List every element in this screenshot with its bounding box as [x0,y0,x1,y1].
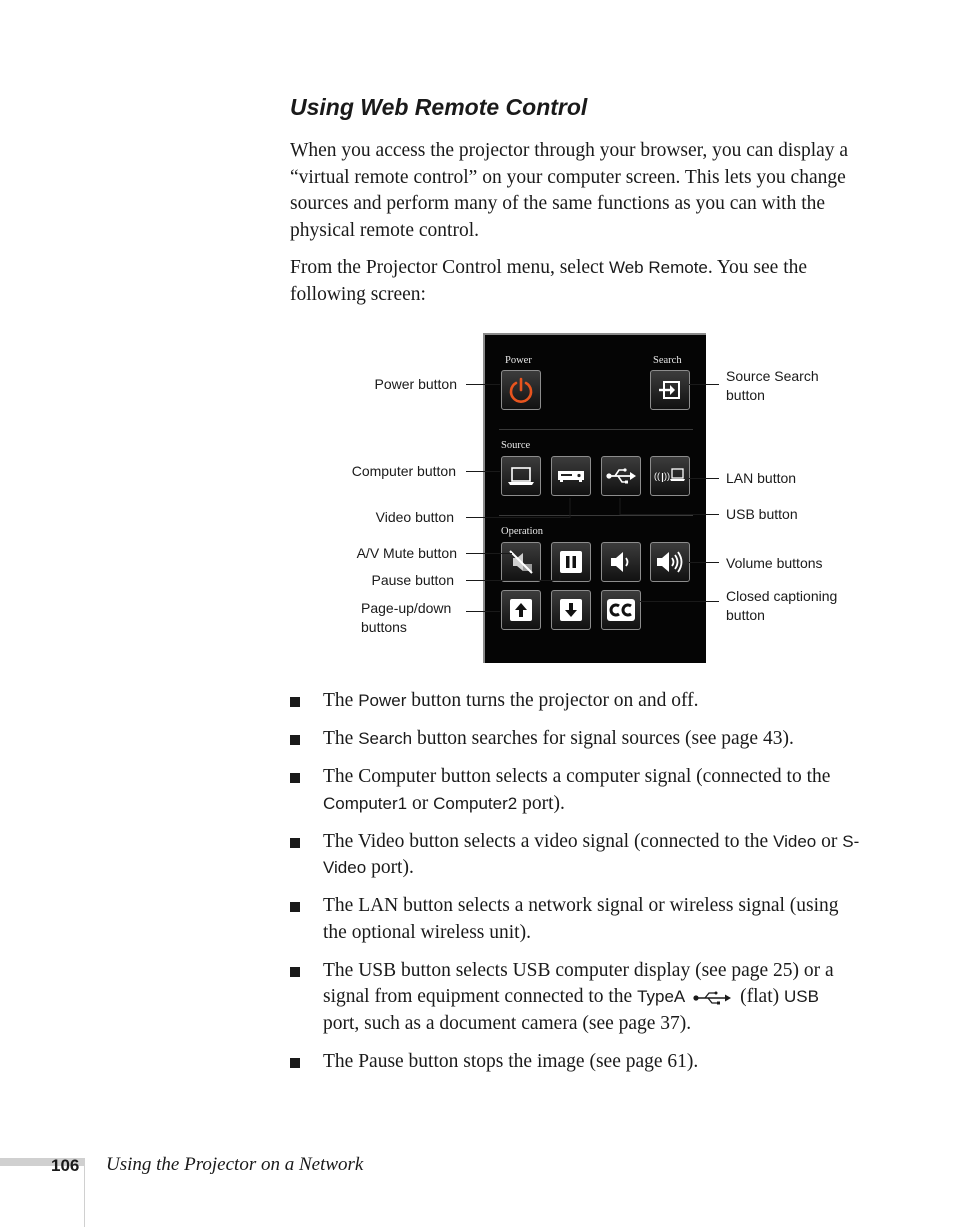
remote-search-label: Search [653,355,682,366]
remote-volume-down-button[interactable] [601,542,641,582]
remote-closed-caption-button[interactable] [601,590,641,630]
callout-volume: Volume buttons [726,555,823,571]
remote-usb-button[interactable] [601,456,641,496]
list-item: The Video button selects a video signal (connected to the Video or S-Video port). [290,829,860,882]
key-search: Search [358,729,413,748]
key-usb: USB [784,987,819,1006]
list-item: The USB button selects USB computer display (see page 25) or a signal from equipment connected to the TypeA (flat) USB port, such as a document camera (see page 37). [290,958,860,1038]
callout-source-search [726,367,819,404]
remote-computer-button[interactable] [501,456,541,496]
remote-search-button[interactable] [650,370,690,410]
footer-chapter-title: Using the Projector on a Network [106,1154,364,1175]
closed-caption-icon [605,596,637,624]
volume-down-icon [606,547,636,577]
bullet-marker [290,773,300,783]
callout-video: Video button [375,509,454,525]
bullet-marker [290,1058,300,1068]
pause-icon [557,548,585,576]
instruction-paragraph [290,255,860,308]
remote-operation-label: Operation [501,526,543,537]
remote-video-button[interactable] [551,456,591,496]
callout-source-search-line2: button [726,386,765,403]
key-typea: TypeA [637,987,686,1006]
callout-page-up-down [361,599,451,636]
callout-page-up-down-line2: buttons [361,618,407,635]
remote-page-down-button[interactable] [551,590,591,630]
callout-computer: Computer button [351,463,456,479]
bullet-marker [290,697,300,707]
svg-text:)): )) [664,471,670,481]
key-computer2: Computer2 [433,793,518,813]
remote-divider [499,515,693,516]
menu-item-web-remote: Web Remote [608,258,708,277]
callout-pause: Pause button [371,572,454,588]
instruction-text: From the Projector Control menu, select [290,257,609,278]
callout-av-mute: A/V Mute button [356,545,457,561]
key-computer1: Computer1 [323,793,408,813]
web-remote-screenshot [483,333,706,663]
remote-av-mute-button[interactable] [501,542,541,582]
remote-power-button[interactable] [501,370,541,410]
callout-lan: LAN button [726,470,797,486]
remote-lan-button[interactable] [650,456,690,496]
bullet-marker [290,902,300,912]
callout-closed-captioning-line2: button [726,606,765,623]
video-deck-icon [556,468,586,484]
svg-text:((: (( [654,471,660,481]
bullet-marker [290,735,300,745]
callout-closed-captioning [726,587,837,624]
laptop-icon [506,464,536,488]
button-description-list [290,688,860,1087]
section-heading: Using Web Remote Control [290,94,588,120]
page-down-icon [557,596,585,624]
bullet-marker [290,967,300,977]
instruction-text-end: . You see the following screen: [290,257,808,305]
callout-source-search-line1: Source Search [726,368,819,384]
power-icon [506,375,536,405]
list-item: The Power button turns the projector on and off. [290,688,860,715]
volume-up-icon [654,547,686,577]
av-mute-icon [506,547,536,577]
remote-volume-up-button[interactable] [650,542,690,582]
callout-closed-captioning-line1: Closed captioning [726,588,838,604]
remote-pause-button[interactable] [551,542,591,582]
remote-power-label: Power [505,355,532,366]
source-search-icon [656,376,684,404]
key-power: Power [358,691,407,710]
page-up-icon [507,596,535,624]
usb-icon [605,466,637,486]
usb-typea-icon [693,991,733,1005]
remote-divider [499,429,693,430]
list-item: The Pause button stops the image (see page 61). [290,1049,860,1076]
callout-page-up-down-line1: Page-up/down [361,600,452,616]
remote-source-label: Source [501,440,531,451]
list-item: The LAN button selects a network signal or wireless signal (using the optional wireless unit). [290,893,860,946]
bullet-marker [290,838,300,848]
callout-power: Power button [374,376,457,392]
list-item: The Search button searches for signal sources (see page 43). [290,726,860,753]
remote-page-up-button[interactable] [501,590,541,630]
intro-paragraph: When you access the projector through your browser, you can display a “virtual remote control” on your computer screen. This lets you change sources and perform many of the same functions as you can with the physical remote control. [290,140,849,241]
callout-usb: USB button [726,506,798,522]
list-item: The Computer button selects a computer signal (connected to the Computer1 or Computer2 port). [290,764,860,817]
key-video: Video [773,831,817,851]
lan-wireless-icon [653,465,687,487]
footer-rule [84,1158,85,1227]
key-s-video: S-Video [323,831,860,877]
page-number: 106 [51,1156,80,1175]
